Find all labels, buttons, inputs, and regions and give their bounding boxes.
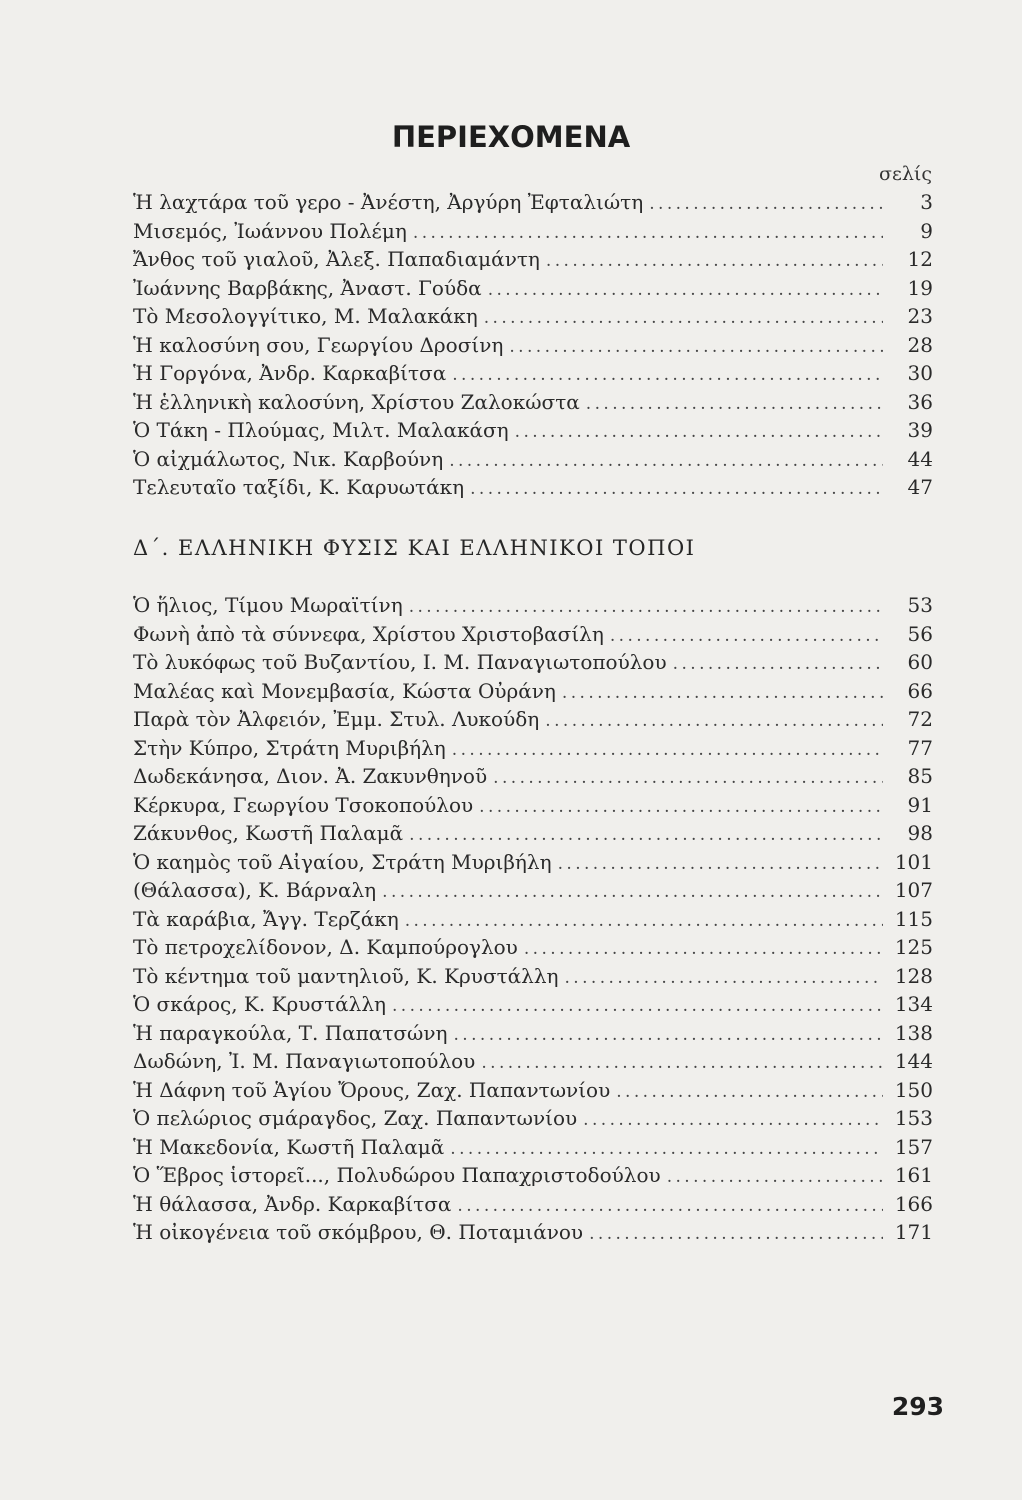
toc-entry-title: Ὁ καημὸς τοῦ Αἰγαίου, Στράτη Μυριβήλη [133,849,552,874]
toc-entry-page: 9 [920,218,933,243]
toc-entry-page: 166 [894,1191,933,1216]
toc-entry-page: 28 [907,332,933,357]
toc-entry-page: 128 [894,963,933,988]
dot-leader [382,882,883,902]
toc-entry-title: Τὸ πετροχελίδονον, Δ. Καμπούρογλου [133,935,518,959]
dot-leader [405,911,883,931]
toc-entry [133,992,933,1021]
toc-entry-page: 30 [907,361,933,385]
dot-leader [667,1167,883,1187]
dot-leader [413,223,883,243]
toc-entry [133,276,933,305]
toc-entry [133,247,933,276]
toc-entry [133,1078,933,1107]
toc-list-second [133,593,933,1249]
toc-entry-page: 72 [907,707,933,731]
toc-entry [133,935,933,964]
toc-entry [133,1106,933,1135]
toc-entry [133,1163,933,1192]
dot-leader [488,280,883,300]
toc-entry [133,1021,933,1050]
toc-entry [133,850,933,879]
dot-leader [545,711,883,731]
toc-entry-page: 39 [907,418,933,442]
toc-entry-page: 125 [894,935,933,959]
toc-entry-page: 107 [894,878,933,902]
toc-entry-page: 23 [907,304,933,328]
dot-leader [453,1025,883,1045]
toc-entry-title: Ἡ παραγκούλα, Τ. Παπατσώνη [133,1020,448,1045]
toc-entry-title: Δωδώνη, Ἰ. Μ. Παναγιωτοπούλου [133,1049,476,1073]
toc-entry-title: Ὁ Ἕβρος ἱστορεῖ..., Πολυδώρου Παπαχριστοδούλου [133,1163,661,1187]
toc-entry-title: Μαλέας καὶ Μονεμβασία, Κώστα Οὐράνη [133,678,556,703]
toc-entry [133,736,933,765]
dot-leader [484,308,883,328]
toc-entry-title: Ὁ σκάρος, Κ. Κρυστάλλη [133,992,386,1016]
toc-entry-title: Ὁ πελώριος σμάραγδος, Ζαχ. Παπαντωνίου [133,1106,578,1130]
toc-entry-title: Ἡ θάλασσα, Ἀνδρ. Καρκαβίτσα [133,1191,452,1216]
toc-entry-title: Φωνὴ ἀπὸ τὰ σύννεφα, Χρίστου Χριστοβασίλη [133,621,604,646]
toc-entry [133,907,933,936]
dot-leader [649,194,883,214]
toc-entry [133,1192,933,1221]
page-column-label: σελίς [879,163,932,185]
toc-entry-page: 157 [894,1134,933,1159]
toc-entry-page: 36 [907,389,933,414]
toc-entry-page: 66 [907,678,933,703]
dot-leader [583,1110,883,1130]
toc-entry-page: 91 [907,792,933,817]
dot-leader [481,1053,883,1073]
toc-entry-page: 138 [894,1020,933,1045]
toc-entry [133,650,933,679]
toc-entry [133,878,933,907]
toc-entry-title: Ὁ ἥλιος, Τίμου Μωραϊτίνη [133,593,403,617]
dot-leader [493,768,883,788]
dot-leader [479,797,883,817]
dot-leader [409,825,883,845]
toc-entry [133,475,933,504]
toc-entry-title: Δωδεκάνησα, Διον. Ἀ. Ζακυνθηνοῦ [133,764,488,788]
toc-entry-page: 44 [907,446,933,471]
toc-list-first [133,190,933,504]
toc-entry-title: Κέρκυρα, Γεωργίου Τσοκοπούλου [133,792,474,817]
dot-leader [509,337,883,357]
section-heading: Δ΄. ΕΛΛΗΝΙΚΗ ΦΥΣΙΣ ΚΑΙ ΕΛΛΗΝΙΚΟΙ ΤΟΠΟΙ [133,536,696,560]
dot-leader [565,968,884,988]
toc-entry-title: Τὸ λυκόφως τοῦ Βυζαντίου, Ι. Μ. Παναγιωτοπούλου [133,650,667,674]
dot-leader [457,1196,883,1216]
toc-entry-title: Ἡ Μακεδονία, Κωστῆ Παλαμᾶ [133,1134,445,1159]
toc-entry-title: Τὸ Μεσολογγίτικο, Μ. Μαλακάκη [133,304,478,328]
toc-entry [133,679,933,708]
toc-entry-title: Παρὰ τὸν Ἀλφειόν, Ἐμμ. Στυλ. Λυκούδη [133,707,540,731]
toc-entry-page: 12 [907,247,933,271]
toc-entry-title: Μισεμός, Ἰωάννου Πολέμη [133,218,407,243]
toc-entry [133,764,933,793]
dot-leader [524,939,883,959]
toc-entry-title: Ἄνθος τοῦ γιαλοῦ, Ἀλεξ. Παπαδιαμάντη [133,247,540,271]
dot-leader [515,422,883,442]
toc-entry-page: 47 [907,475,933,499]
page-title: ΠΕΡΙΕΧΟΜΕΝΑ [391,120,631,154]
dot-leader [586,394,883,414]
toc-entry [133,219,933,248]
toc-entry-page: 115 [894,906,933,931]
toc-entry-page: 150 [894,1077,933,1102]
toc-entry-page: 153 [894,1106,933,1130]
toc-entry [133,622,933,651]
toc-entry [133,304,933,333]
toc-entry [133,333,933,362]
toc-entry-title: Ὁ Τάκη - Πλούμας, Μιλτ. Μαλακάση [133,418,509,442]
toc-entry-page: 19 [907,275,933,300]
toc-entry-title: Τὸ κέντημα τοῦ μαντηλιοῦ, Κ. Κρυστάλλη [133,963,559,988]
toc-entry-page: 98 [907,821,933,845]
toc-entry-page: 171 [894,1220,933,1244]
toc-entry-title: Ὁ αἰχμάλωτος, Νικ. Καρβούνη [133,446,444,471]
toc-entry-title: Ἰωάννης Βαρβάκης, Ἀναστ. Γούδα [133,275,482,300]
toc-entry-title: Ἡ λαχτάρα τοῦ γερο - Ἀνέστη, Ἀργύρη Ἐφταλιώτη [133,190,644,214]
toc-entry-page: 3 [920,190,933,214]
dot-leader [449,451,883,471]
toc-entry-page: 77 [907,735,933,760]
toc-entry [133,1135,933,1164]
toc-entry [133,964,933,993]
toc-entry-title: Ἡ Δάφνη τοῦ Ἁγίου Ὄρους, Ζαχ. Παπαντωνίου [133,1077,611,1102]
dot-leader [450,1139,883,1159]
toc-entry-title: Τὰ καράβια, Ἄγγ. Τερζάκη [133,906,399,931]
toc-entry [133,821,933,850]
toc-entry-title: Τελευταῖο ταξίδι, Κ. Καρυωτάκη [133,475,465,499]
dot-leader [452,365,883,385]
toc-entry [133,1220,933,1249]
page-number: 293 [891,1392,944,1421]
toc-entry-page: 53 [907,593,933,617]
toc-entry [133,707,933,736]
dot-leader [589,1224,883,1244]
toc-entry-title: Ἡ οἰκογένεια τοῦ σκόμβρου, Θ. Ποταμιάνου [133,1220,584,1244]
toc-entry-title: Ζάκυνθος, Κωστῆ Παλαμᾶ [133,821,404,845]
dot-leader [409,597,883,617]
dot-leader [470,479,883,499]
toc-entry [133,390,933,419]
toc-entry-title: Στὴν Κύπρο, Στράτη Μυριβήλη [133,735,446,760]
toc-entry-page: 144 [894,1049,933,1073]
dot-leader [610,626,883,646]
dot-leader [616,1082,883,1102]
toc-entry-page: 56 [907,621,933,646]
toc-entry-page: 134 [894,992,933,1016]
toc-entry [133,793,933,822]
toc-entry [133,447,933,476]
dot-leader [452,740,883,760]
toc-entry [133,361,933,390]
dot-leader [558,854,883,874]
toc-entry [133,1049,933,1078]
dot-leader [562,683,883,703]
toc-entry-page: 161 [894,1163,933,1187]
toc-entry-title: Ἡ καλοσύνη σου, Γεωργίου Δροσίνη [133,332,504,357]
toc-entry [133,190,933,219]
dot-leader [392,996,883,1016]
toc-entry-title: (Θάλασσα), Κ. Βάρναλη [133,878,377,902]
toc-entry-title: Ἡ ἑλληνικὴ καλοσύνη, Χρίστου Ζαλοκώστα [133,389,580,414]
dot-leader [546,251,883,271]
toc-entry [133,593,933,622]
dot-leader [673,654,883,674]
toc-entry-page: 101 [894,849,933,874]
toc-entry-title: Ἡ Γοργόνα, Ἀνδρ. Καρκαβίτσα [133,361,447,385]
toc-entry [133,418,933,447]
toc-entry-page: 85 [907,764,933,788]
toc-entry-page: 60 [907,650,933,674]
